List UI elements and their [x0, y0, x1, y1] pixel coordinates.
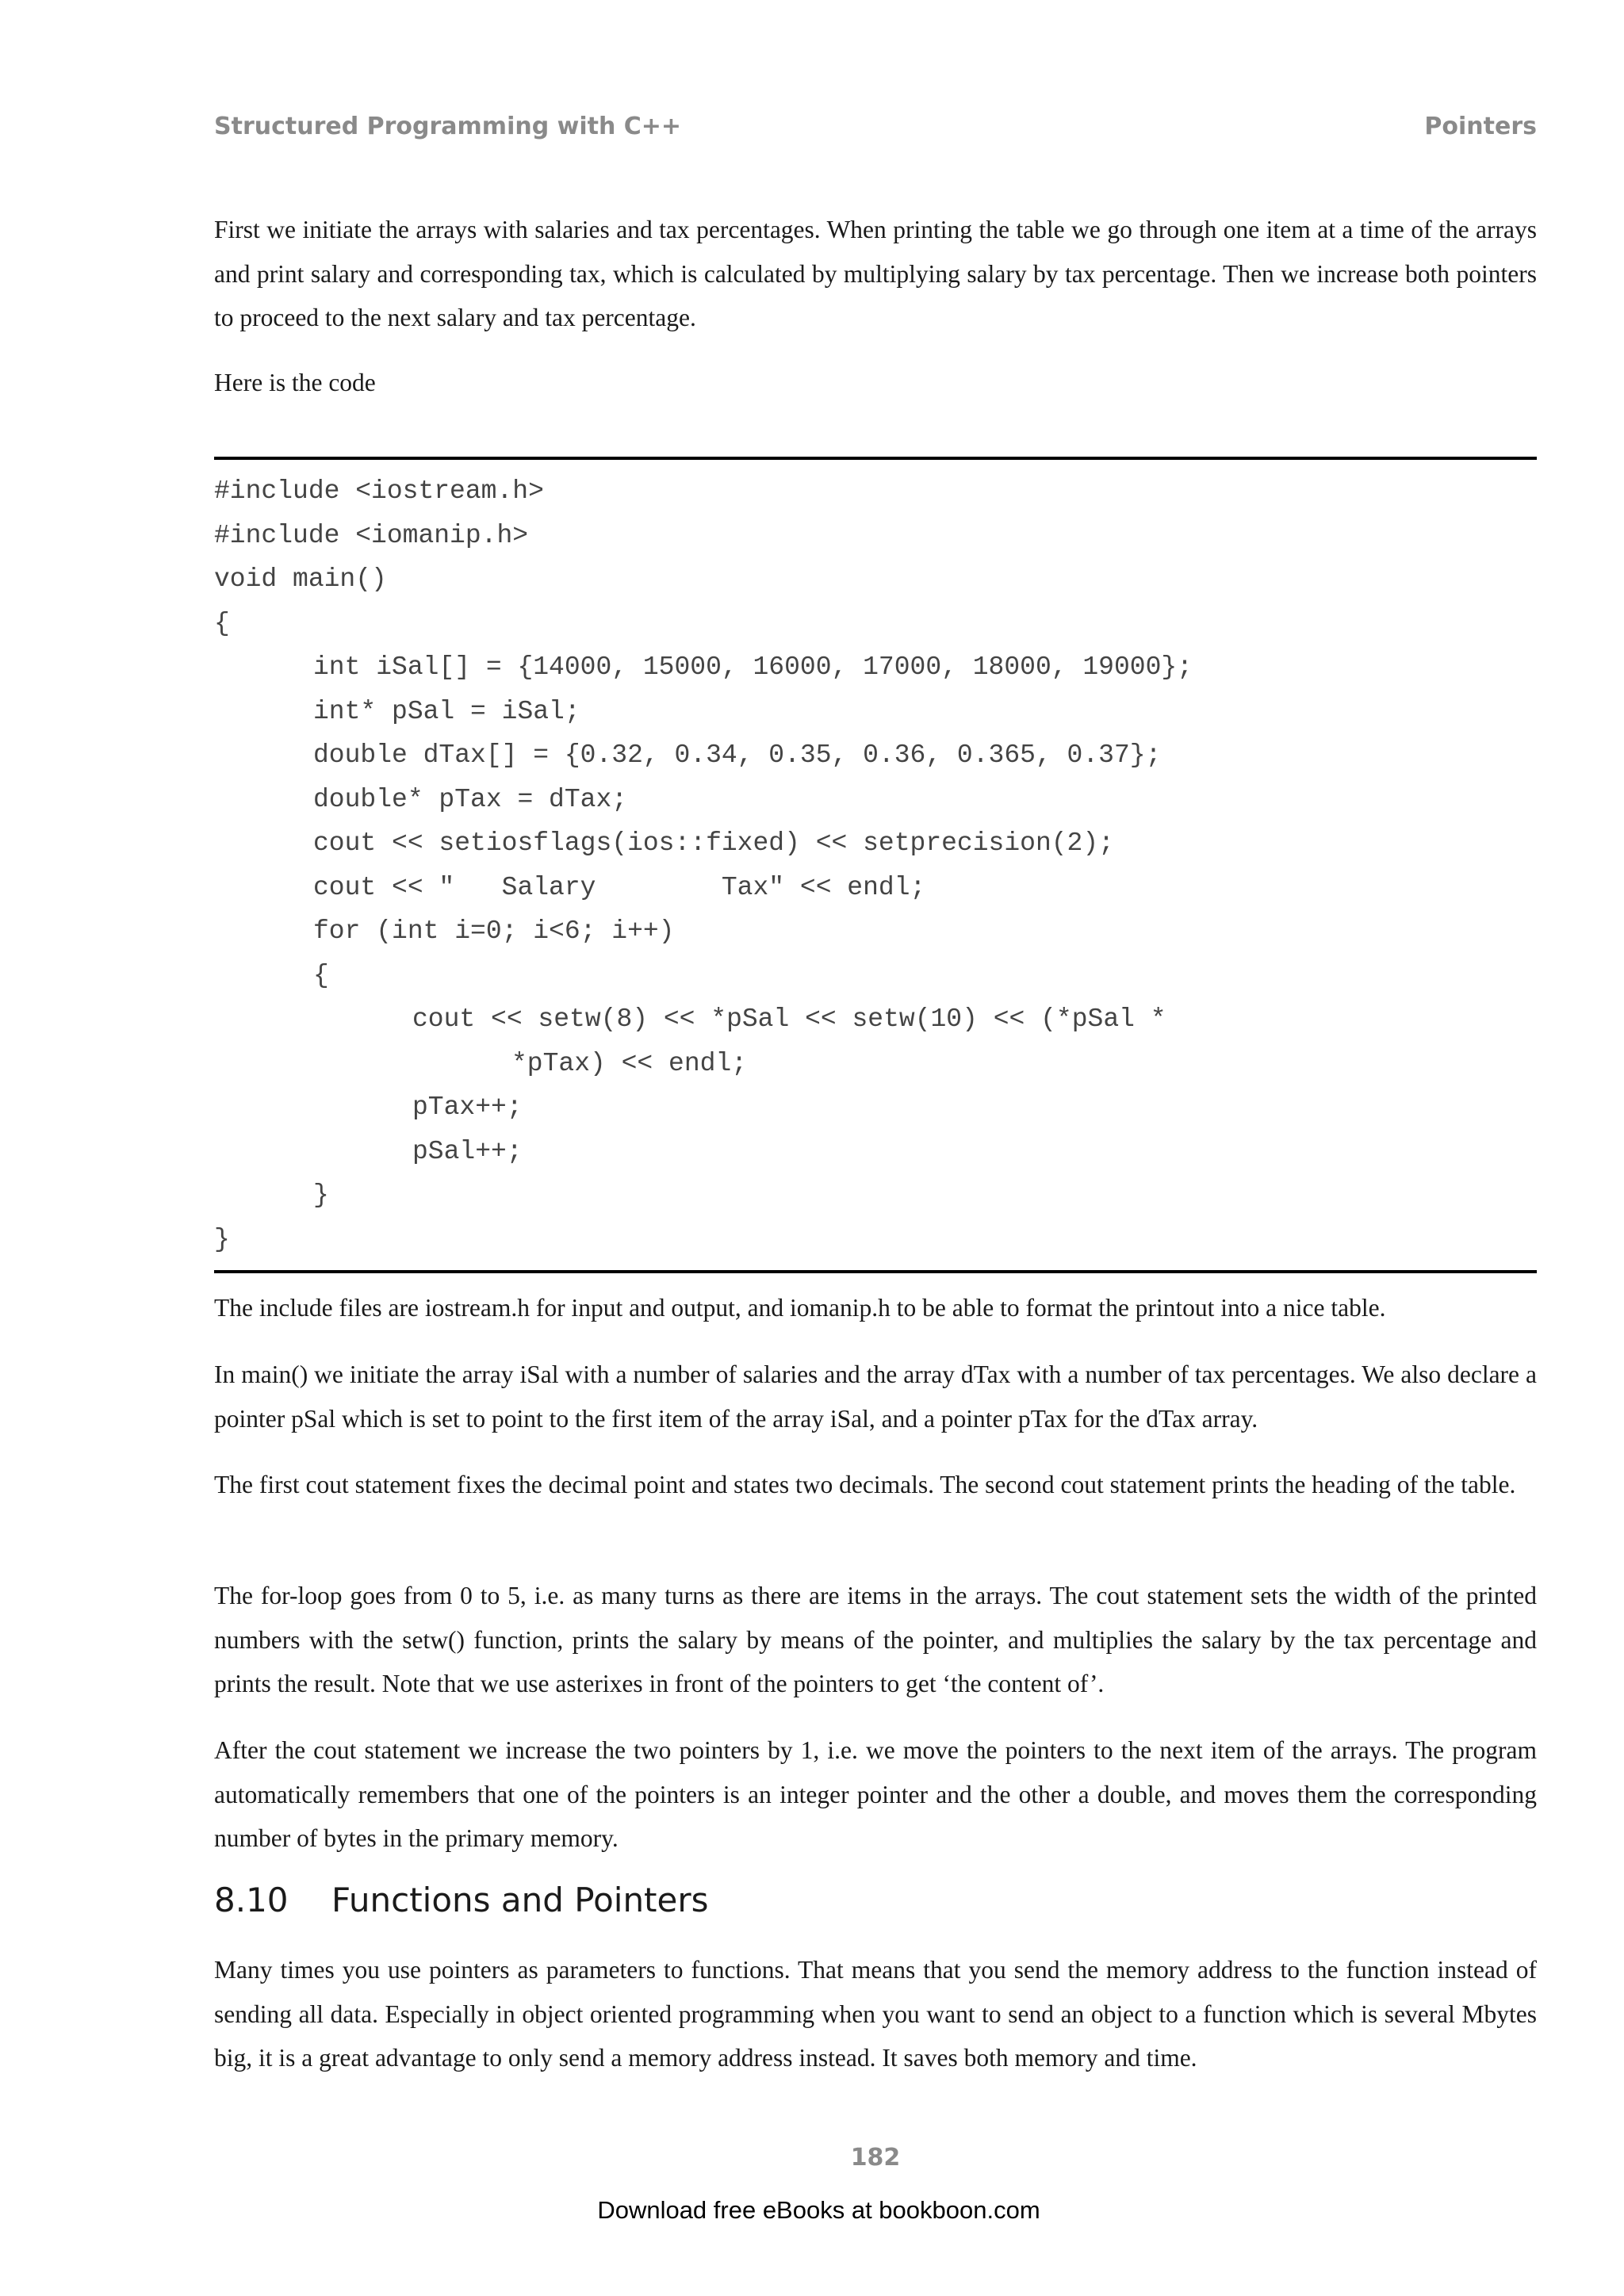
- running-header: [214, 113, 1537, 152]
- code-line: #include <iomanip.h>: [214, 520, 529, 550]
- code-line: #include <iostream.h>: [214, 476, 544, 506]
- here-is-code-paragraph: Here is the code: [214, 369, 376, 396]
- code-line: cout << setiosflags(ios::fixed) << setprecision(2);: [313, 828, 1114, 858]
- section-title: Functions and Pointers: [331, 1881, 709, 1919]
- code-line: double* pTax = dTax;: [313, 784, 628, 814]
- for-loop-paragraph: The for-loop goes from 0 to 5, i.e. as many turns as there are items in the arrays. The cout statement sets the width of the printed numbers with the setw() function, prints the salary by means of the pointer, and multiplies the salary by the tax percentage and prints the result. Note that we use asterixes in front of the pointers to get ‘the content of’.: [214, 1582, 1537, 1697]
- code-line: double dTax[] = {0.32, 0.34, 0.35, 0.36, 0.365, 0.37};: [313, 740, 1162, 770]
- code-line: cout << setw(8) << *pSal << setw(10) << (*pSal *: [412, 1004, 1166, 1034]
- code-line: pSal++;: [412, 1136, 523, 1166]
- document-page: [214, 0, 1537, 2296]
- after-cout-paragraph: After the cout statement we increase the two pointers by 1, i.e. we move the pointers to the next item of the arrays. The program automatically remembers that one of the pointers is an integer pointer and the other a double, and moves them the corresponding number of bytes in the primary memory.: [214, 1736, 1537, 1852]
- code-line: *pTax) << endl;: [511, 1048, 748, 1078]
- code-line: cout << " Salary Tax" << endl;: [313, 872, 926, 902]
- download-link[interactable]: Download free eBooks at bookboon.com: [597, 2196, 1040, 2224]
- code-line: int* pSal = iSal;: [313, 696, 580, 726]
- main-init-paragraph: In main() we initiate the array iSal with a number of salaries and the array dTax with a number of tax percentages. We also declare a pointer pSal which is set to point to the first item of the array iSal, and a pointer pTax for the dTax array.: [214, 1360, 1537, 1433]
- intro-paragraph: First we initiate the arrays with salaries and tax percentages. When printing the table we go through one item at a time of the arrays and print salary and corresponding tax, which is calculated by multiplying salary by tax percentage. Then we increase both pointers to proceed to the next salary and tax percentage.: [214, 216, 1537, 331]
- book-title: Structured Programming with C++: [214, 113, 682, 140]
- code-line: pTax++;: [412, 1093, 523, 1122]
- section-number: 8.10: [214, 1881, 289, 1919]
- chapter-title: Pointers: [1424, 113, 1537, 140]
- code-line: {: [313, 960, 329, 990]
- code-line: for (int i=0; i<6; i++): [313, 916, 675, 946]
- first-cout-paragraph: The first cout statement fixes the decimal point and states two decimals. The second cout statement prints the heading of the table.: [214, 1471, 1516, 1498]
- page-number: 182: [850, 2144, 901, 2172]
- code-listing: [214, 457, 1537, 1273]
- code-line: int iSal[] = {14000, 15000, 16000, 17000, 18000, 19000};: [313, 652, 1193, 682]
- code-line: }: [313, 1181, 329, 1210]
- code-line: {: [214, 608, 230, 638]
- include-files-paragraph: The include files are iostream.h for input and output, and iomanip.h to be able to format the printout into a nice table.: [214, 1294, 1386, 1322]
- code-line: }: [214, 1224, 230, 1254]
- functions-pointers-paragraph: Many times you use pointers as parameters to functions. That means that you send the memory address to the function instead of sending all data. Especially in object oriented programming when you want to send an object to a function which is several Mbytes big, it is a great advantage to only send a memory address instead. It saves both memory and time.: [214, 1956, 1537, 2072]
- code-line: void main(): [214, 564, 387, 594]
